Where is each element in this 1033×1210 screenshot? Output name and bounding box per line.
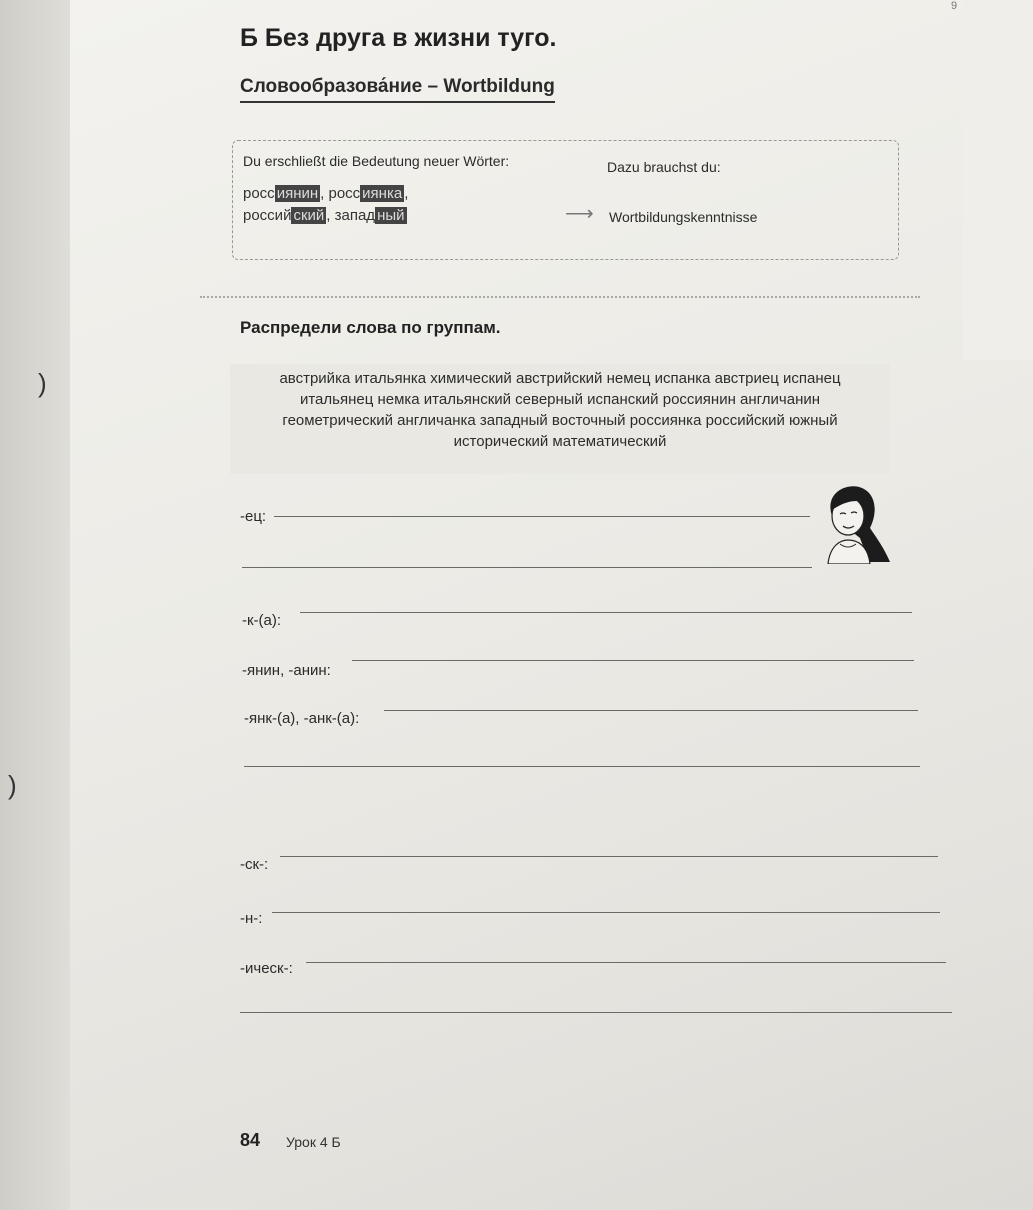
- answer-line[interactable]: [272, 912, 940, 913]
- highlighted-suffix: ный: [377, 207, 405, 224]
- info-box: [232, 140, 899, 260]
- task-instruction: Распредели слова по группам.: [240, 318, 501, 337]
- highlighted-suffix: ский: [293, 207, 325, 224]
- word-bank: [230, 364, 890, 474]
- group-label-yanin-anin: -янин, -анин:: [242, 662, 331, 679]
- word-bank-line: австрийка итальянка химический австрийский немец испанка австриец испанец: [279, 370, 841, 387]
- adjacent-page-edge: [963, 0, 1033, 360]
- info-dazu: Dazu brauchst du:: [607, 159, 721, 175]
- answer-line[interactable]: [384, 710, 918, 711]
- arrow-right-icon: ⟶: [565, 203, 594, 225]
- answer-line[interactable]: [244, 766, 920, 767]
- adjacent-page: [0, 0, 80, 1210]
- page-number: 84: [240, 1130, 261, 1150]
- word-bank-line: итальянец немка итальянский северный испанский россиянин англичанин: [299, 391, 821, 408]
- page-corner-marker: 9: [951, 0, 958, 12]
- edge-bracket-top: ): [38, 368, 47, 398]
- answer-line[interactable]: [352, 660, 914, 661]
- word-bank-line: геометрический англичанка западный восточный россиянка российский южный: [282, 412, 838, 429]
- answer-line[interactable]: [274, 516, 810, 517]
- answer-line[interactable]: [300, 612, 912, 613]
- word-bank-line: исторический математический: [453, 433, 667, 450]
- answer-line[interactable]: [240, 1012, 952, 1013]
- section-title: Б Без друга в жизни туго.: [240, 24, 557, 52]
- group-label-ets: -ец:: [240, 508, 267, 525]
- group-label-ichesk: -ическ-:: [240, 960, 293, 977]
- lesson-label: Урок 4 Б: [286, 1134, 341, 1150]
- answer-line[interactable]: [242, 567, 812, 568]
- answer-line[interactable]: [280, 856, 938, 857]
- info-kenntnisse: Wortbildungskenntnisse: [609, 209, 758, 225]
- group-label-n: -н-:: [240, 910, 263, 927]
- example-words-line-2: россий ский , запад ный: [243, 207, 405, 224]
- group-label-yank-ank: -янк-(а), -анк-(а):: [244, 710, 360, 727]
- group-label-k-a: -к-(а):: [242, 612, 282, 629]
- girl-illustration: [818, 482, 890, 564]
- highlighted-suffix: иянин: [276, 185, 319, 202]
- dotted-divider: [200, 296, 920, 298]
- edge-bracket-bottom: ): [8, 770, 17, 800]
- example-words-line-1: росс иянин , росс иянка ,: [243, 185, 409, 202]
- answer-line[interactable]: [306, 962, 946, 963]
- subtitle: Словообразова́ние – Wortbildung: [240, 76, 555, 103]
- group-label-sk: -ск-:: [240, 856, 269, 873]
- info-lead: Du erschließt die Bedeutung neuer Wörter:: [243, 153, 510, 169]
- highlighted-suffix: иянка: [362, 185, 403, 202]
